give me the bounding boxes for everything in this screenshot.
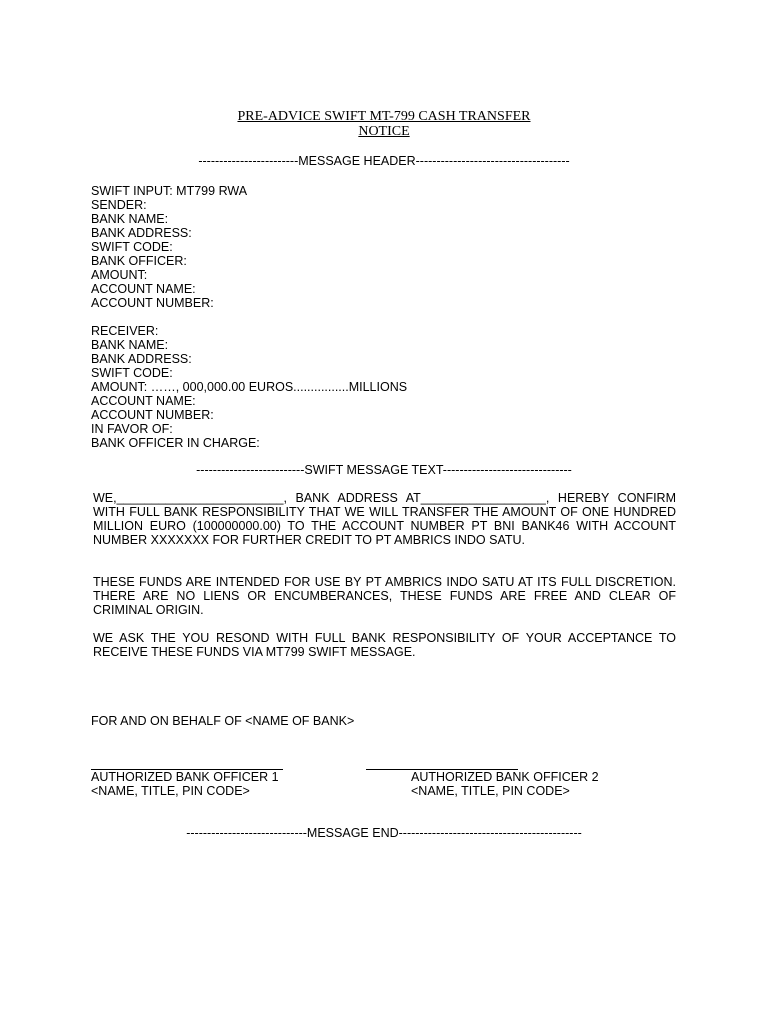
receiver-line: BANK ADDRESS:: [91, 352, 192, 366]
sender-line: SENDER:: [91, 198, 147, 212]
document-title-line1: PRE-ADVICE SWIFT MT-799 CASH TRANSFER: [237, 109, 531, 124]
receiver-line: ACCOUNT NAME:: [91, 394, 196, 408]
paragraph-acceptance-request: WE ASK THE YOU RESOND WITH FULL BANK RESPONSIBILITY OF YOUR ACCEPTANCE TO RECEIVE THESE FUNDS VIA MT799 SWIFT MESSAGE.: [93, 631, 676, 659]
receiver-block: [91, 324, 407, 450]
document-title-line2: NOTICE: [358, 124, 410, 139]
sender-line: AMOUNT:: [91, 268, 148, 282]
swift-message-text-divider: --------------------------SWIFT MESSAGE TEXT-------------------------------: [196, 463, 572, 477]
message-header-divider: ------------------------MESSAGE HEADER-------------------------------------: [198, 154, 570, 168]
receiver-line: BANK NAME:: [91, 338, 169, 352]
sender-line: BANK OFFICER:: [91, 254, 187, 268]
sender-line: ACCOUNT NAME:: [91, 282, 196, 296]
receiver-line: ACCOUNT NUMBER:: [91, 408, 214, 422]
receiver-line: BANK OFFICER IN CHARGE:: [91, 436, 260, 450]
paragraph-funds-intent: THESE FUNDS ARE INTENDED FOR USE BY PT AMBRICS INDO SATU AT ITS FULL DISCRETION. THERE ARE NO LIENS OR ENCUMBERANCES, THESE FUNDS ARE FREE AND CLEAR OF CRIMINAL ORIGIN.: [93, 575, 676, 617]
receiver-line: SWIFT CODE:: [91, 366, 173, 380]
sender-line: BANK NAME:: [91, 212, 169, 226]
sender-line: SWIFT INPUT: MT799 RWA: [91, 184, 248, 198]
message-end-divider: -----------------------------MESSAGE END--------------------------------------------: [186, 826, 582, 840]
officer2-title: AUTHORIZED BANK OFFICER 2: [411, 770, 599, 784]
sender-block: [91, 184, 247, 310]
on-behalf-of-line: FOR AND ON BEHALF OF <NAME OF BANK>: [91, 714, 355, 728]
officer1-title: AUTHORIZED BANK OFFICER 1: [91, 770, 279, 784]
sender-line: SWIFT CODE:: [91, 240, 173, 254]
sender-line: BANK ADDRESS:: [91, 226, 192, 240]
receiver-line: IN FAVOR OF:: [91, 422, 173, 436]
receiver-line: AMOUNT: ……, 000,000.00 EUROS................MILLIONS: [91, 380, 408, 394]
receiver-line: RECEIVER:: [91, 324, 159, 338]
sender-line: ACCOUNT NUMBER:: [91, 296, 214, 310]
officer1-detail: <NAME, TITLE, PIN CODE>: [91, 784, 250, 798]
paragraph-transfer-confirmation: WE,________________________, BANK ADDRESS AT__________________, HEREBY CONFIRM WITH FULL BANK RESPONSIBILITY THAT WE WILL TRANSFER THE AMOUNT OF ONE HUNDRED MILLION EURO (100000000.00) TO THE ACCOUNT NUMBER PT BNI BANK46 WITH ACCOUNT NUMBER XXXXXXX FOR FURTHER CREDIT TO PT AMBRICS INDO SATU.: [93, 491, 676, 547]
officer2-detail: <NAME, TITLE, PIN CODE>: [411, 784, 570, 798]
